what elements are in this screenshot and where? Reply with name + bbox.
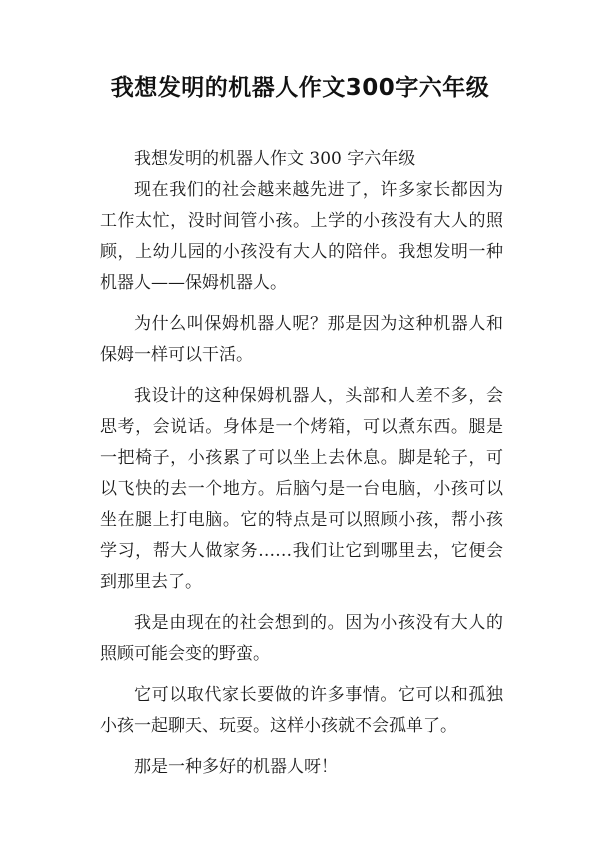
paragraph-design: 我设计的这种保姆机器人，头部和人差不多，会思考，会说话。身体是一个烤箱，可以煮东西。腿是一把椅子，小孩累了可以坐上去休息。脚是轮子，可以飞快的去一个地方。后脑勺是一台电脑，小孩可以坐在腿上打电脑。它的特点是可以照顾小孩，帮小孩学习，帮大人做家务……我们让它到哪里去，它便会到那里去了。 bbox=[100, 386, 503, 592]
paragraph-subtitle: 我想发明的机器人作文 300 字六年级 bbox=[134, 149, 416, 169]
document-title: 我想发明的机器人作文300字六年级 bbox=[110, 75, 490, 101]
paragraph-conclusion: 那是一种多好的机器人呀！ bbox=[134, 757, 338, 777]
paragraph-intro: 现在我们的社会越来越先进了，许多家长都因为工作太忙，没时间管小孩。上学的小孩没有大人的照顾，上幼儿园的小孩没有大人的陪伴。我想发明一种机器人——保姆机器人。 bbox=[100, 180, 503, 293]
paragraph-why: 为什么叫保姆机器人呢？那是因为这种机器人和保姆一样可以干活。 bbox=[100, 314, 503, 365]
document-body bbox=[100, 144, 503, 793]
paragraph-benefit: 它可以取代家长要做的许多事情。它可以和孤独小孩一起聊天、玩耍。这样小孩就不会孤单了。 bbox=[100, 685, 503, 736]
paragraph-inspiration: 我是由现在的社会想到的。因为小孩没有大人的照顾可能会变的野蛮。 bbox=[100, 613, 503, 664]
